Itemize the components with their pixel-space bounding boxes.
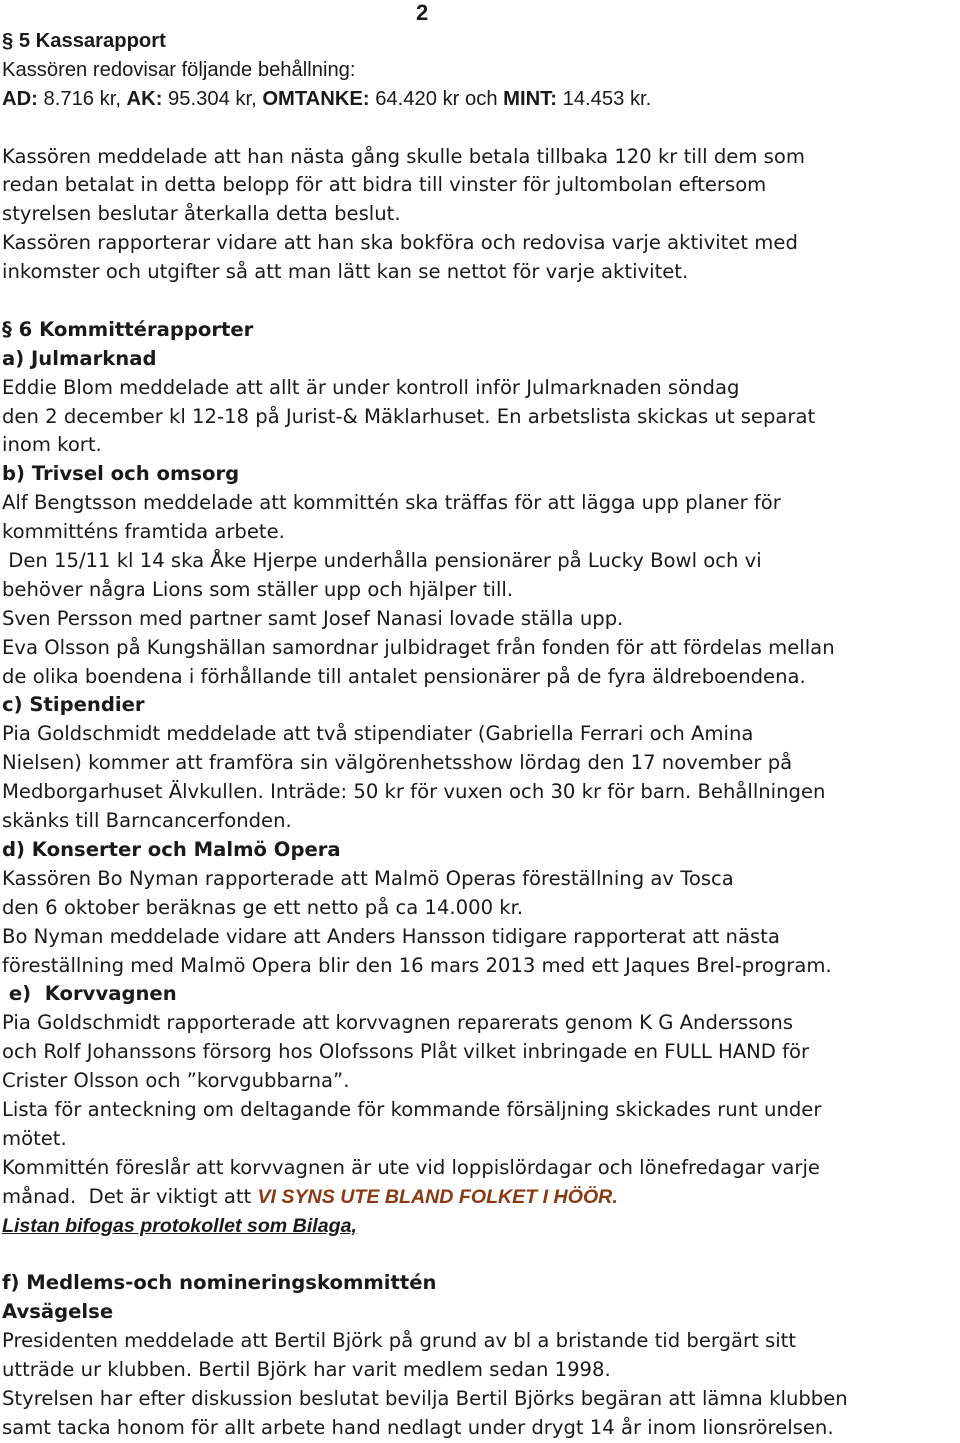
korvvagnen-line: Pia Goldschmidt rapporterade att korvvagnen reparerats genom K G Anderssons	[2, 1011, 794, 1035]
korvvagnen-line: Lista för anteckning om deltagande för kommande försäljning skickades runt under	[2, 1097, 822, 1121]
korvvagnen-emphasis-line	[2, 1183, 958, 1212]
attachment-note: Listan bifogas protokollet som Bilaga,	[2, 1214, 357, 1237]
julmarknad-line: Eddie Blom meddelade att allt är under kontroll inför Julmarknaden söndag	[2, 375, 740, 399]
emphasis-text: VI SYNS UTE BLAND FOLKET I HÖÖR.	[257, 1185, 618, 1208]
kassa-paragraph-line: styrelsen beslutar återkalla detta beslut.	[2, 202, 401, 226]
mint-value: 14.453 kr.	[556, 87, 652, 110]
ak-value: 95.304 kr,	[162, 87, 263, 110]
kassa-paragraph-line: Kassören meddelade att han nästa gång skulle betala tillbaka 120 kr till dem som	[2, 144, 805, 168]
ad-label: AD:	[2, 87, 38, 110]
konserter-line: den 6 oktober beräknas ge ett netto på ca 14.000 kr.	[2, 895, 524, 919]
medlems-line: samt tacka honom för allt arbete hand nedlagt under drygt 14 år inom lionsrörelsen.	[2, 1415, 834, 1439]
trivsel-line: kommitténs framtida arbete.	[2, 520, 285, 544]
stipendier-line: Medborgarhuset Älvkullen. Inträde: 50 kr för vuxen och 30 kr för barn. Behållningen	[2, 780, 826, 804]
subsection-title-stipendier: c) Stipendier	[2, 693, 145, 717]
kassa-paragraph-line: Kassören rapporterar vidare att han ska bokföra och redovisa varje aktivitet med	[2, 231, 798, 255]
medlems-line: Presidenten meddelade att Bertil Björk på grund av bl a bristande tid bergärt sitt	[2, 1329, 797, 1353]
korvvagnen-line: Kommittén föreslår att korvvagnen är ute vid loppislördagar och lönefredagar varje	[2, 1155, 820, 1179]
konserter-line: Kassören Bo Nyman rapporterade att Malmö Operas föreställning av Tosca	[2, 866, 734, 890]
julmarknad-line: den 2 december kl 12-18 på Jurist-& Mäklarhuset. En arbetslista skickas ut separat	[2, 404, 816, 428]
subsection-sub-avsagelse: Avsägelse	[2, 1300, 114, 1324]
omtanke-label: OMTANKE:	[262, 87, 370, 110]
stipendier-line: Nielsen) kommer att framföra sin välgörenhetsshow lördag den 17 november på	[2, 751, 793, 775]
document-body	[2, 27, 958, 1443]
medlems-line: Styrelsen har efter diskussion beslutat bevilja Bertil Björks begäran att lämna klubben	[2, 1386, 848, 1410]
subsection-title-trivsel: b) Trivsel och omsorg	[2, 462, 240, 486]
section-heading-kommitterapporter: § 6 Kommittérapporter	[2, 317, 254, 341]
balance-line	[2, 85, 958, 114]
kassa-paragraph-line: inkomster och utgifter så att man lätt kan se nettot för varje aktivitet.	[2, 260, 689, 284]
kassa-paragraph-line: redan betalat in detta belopp för att bidra till vinster för jultombolan eftersom	[2, 173, 767, 197]
ak-label: AK:	[126, 87, 163, 110]
korvvagnen-line: mötet.	[2, 1126, 67, 1150]
subsection-title-medlems: f) Medlems-och nomineringskommittén	[2, 1271, 437, 1295]
konserter-line: föreställning med Malmö Opera blir den 16 mars 2013 med ett Jaques Brel-program.	[2, 953, 832, 977]
korvvagnen-line: Crister Olsson och ”korvgubbarna”.	[2, 1069, 350, 1093]
trivsel-line: de olika boendena i förhållande till antalet pensionärer på de fyra äldreboendena.	[2, 664, 806, 688]
kassa-intro: Kassören redovisar följande behållning:	[2, 58, 356, 81]
stipendier-line: skänks till Barncancerfonden.	[2, 809, 292, 833]
trivsel-line: Eva Olsson på Kungshällan samordnar julbidraget från fonden för att fördelas mellan	[2, 635, 835, 659]
page-number: 2	[416, 0, 429, 25]
julmarknad-line: inom kort.	[2, 433, 102, 457]
mint-label: MINT:	[503, 87, 557, 110]
trivsel-line: Sven Persson med partner samt Josef Nanasi lovade ställa upp.	[2, 606, 624, 630]
stipendier-line: Pia Goldschmidt meddelade att två stipendiater (Gabriella Ferrari och Amina	[2, 722, 754, 746]
subsection-title-korvvagnen: e) Korvvagnen	[2, 982, 177, 1006]
trivsel-line: behöver några Lions som ställer upp och hjälper till.	[2, 577, 514, 601]
omtanke-value: 64.420 kr och	[369, 87, 504, 110]
korvvagnen-line: och Rolf Johanssons försorg hos Olofssons Plåt vilket inbringade en FULL HAND för	[2, 1040, 810, 1064]
korvvagnen-prefix: månad. Det är viktigt att	[2, 1184, 258, 1208]
subsection-title-konserter: d) Konserter och Malmö Opera	[2, 837, 341, 861]
trivsel-line: Den 15/11 kl 14 ska Åke Hjerpe underhålla pensionärer på Lucky Bowl och vi	[2, 549, 762, 573]
konserter-line: Bo Nyman meddelade vidare att Anders Hansson tidigare rapporterat att nästa	[2, 924, 780, 948]
trivsel-line: Alf Bengtsson meddelade att kommittén ska träffas för att lägga upp planer för	[2, 491, 781, 515]
section-heading-kassarapport: § 5 Kassarapport	[2, 30, 166, 52]
medlems-line: utträde ur klubben. Bertil Björk har varit medlem sedan 1998.	[2, 1357, 611, 1381]
subsection-title-julmarknad: a) Julmarknad	[2, 346, 157, 370]
ad-value: 8.716 kr,	[37, 87, 127, 110]
